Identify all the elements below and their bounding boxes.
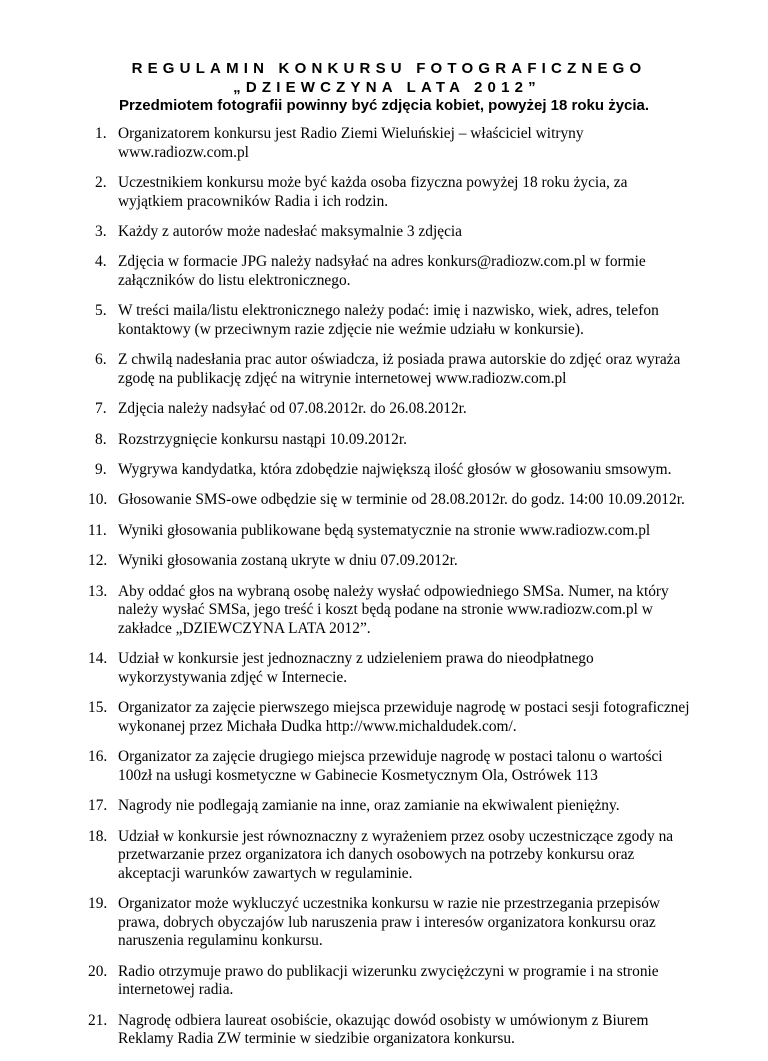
rule-text-line: Nagrody nie podlegają zamianie na inne, oraz zamianie na ekwiwalent pieniężny.	[118, 797, 620, 815]
rule-text-line: Każdy z autorów może nadesłać maksymalnie 3 zdjęcia	[118, 222, 463, 240]
rule-text-line: 100zł na usługi kosmetyczne w Gabinecie Kosmetycznym Ola, Ostrówek 113	[118, 766, 598, 784]
rule-text-line: Udział w konkursie jest równoznaczny z wyrażeniem przez osoby uczestniczące zgody na	[118, 827, 674, 845]
rule-item	[0, 1012, 768, 1049]
rule-item	[0, 828, 768, 884]
rule-text	[118, 522, 728, 541]
rule-item	[0, 583, 768, 639]
rule-text-line: Radio otrzymuje prawo do publikacji wizerunku zwyciężczyni w programie i na stronie	[118, 962, 659, 980]
page-title: REGULAMIN KONKURSU FOTOGRAFICZNEGO	[131, 60, 647, 77]
rule-text-line: W treści maila/listu elektronicznego należy podać: imię i nazwisko, wiek, adres, telefon	[118, 302, 659, 320]
rule-text-line: Organizatorem konkursu jest Radio Ziemi Wieluńskiej – właściciel witryny	[118, 125, 584, 142]
rule-text	[118, 828, 728, 884]
rule-text	[118, 748, 728, 785]
rule-item	[0, 491, 768, 510]
rule-text-line: Organizator za zajęcie drugiego miejsca przewiduje nagrodę w postaci talonu o wartości	[118, 748, 663, 766]
rule-text-line: Zdjęcia w formacie JPG należy nadsyłać na adres konkurs@radiozw.com.pl w formie	[118, 253, 646, 271]
rule-number: 1.	[95, 125, 107, 142]
rule-text	[118, 351, 728, 388]
rule-text-line: wykonanej przez Michała Dudka http://www.michaldudek.com/.	[118, 717, 517, 735]
rule-text-line: internetowej radia.	[118, 981, 234, 999]
rule-text-line: należy wysłać SMSa, jego treść i koszt będą podane na stronie www.radiozw.com.pl w	[118, 601, 653, 619]
rule-item	[0, 174, 768, 211]
rule-item	[0, 650, 768, 687]
rule-number: 18.	[88, 827, 108, 845]
contest-name: „DZIEWCZYNA LATA 2012”	[233, 79, 541, 96]
page-subtitle: Przedmiotem fotografii powinny być zdjęcia kobiet, powyżej 18 roku życia.	[118, 97, 650, 114]
rule-number: 15.	[88, 699, 108, 717]
rule-text-line: wykorzystywania zdjęć w Internecie.	[118, 668, 348, 686]
rule-text-line: Udział w konkursie jest jednoznaczny z udzieleniem prawa do nieodpłatnego	[118, 650, 594, 668]
rule-number: 12.	[88, 552, 108, 570]
rule-text	[118, 302, 728, 339]
rule-item	[0, 125, 768, 162]
rule-item	[0, 223, 768, 242]
rule-item	[0, 302, 768, 339]
rule-number: 9.	[95, 461, 107, 479]
rule-text	[118, 431, 728, 450]
rule-text	[118, 650, 728, 687]
rule-text-line: Reklamy Radia ZW terminie w siedzibie organizatora konkursu.	[118, 1030, 515, 1048]
rule-text	[118, 253, 728, 290]
rule-text	[118, 125, 728, 162]
rule-number: 11.	[88, 521, 107, 539]
rule-text	[118, 400, 728, 419]
rule-text-line: Wyniki głosowania zostaną ukryte w dniu 07.09.2012r.	[118, 552, 458, 570]
rule-item	[0, 351, 768, 388]
rule-text-line: Zdjęcia należy nadsyłać od 07.08.2012r. do 26.08.2012r.	[118, 400, 467, 418]
rule-item	[0, 699, 768, 736]
rule-text-line: akceptacji warunków zawartych w regulaminie.	[118, 864, 413, 882]
rule-text-line: prawa, dobrych obyczajów lub naruszenia praw i interesów organizatora konkursu oraz	[118, 913, 656, 931]
rule-item	[0, 797, 768, 816]
rule-text-line: wyjątkiem pracowników Radia i ich rodzin.	[118, 192, 389, 210]
rule-text	[118, 583, 728, 639]
rule-number: 5.	[95, 302, 107, 320]
rule-text	[118, 174, 728, 211]
rule-text	[118, 1012, 728, 1049]
rule-number: 19.	[88, 895, 108, 913]
rule-text	[118, 223, 728, 242]
rule-text-line: przetwarzanie przez organizatora ich danych osobowych na potrzeby konkursu oraz	[118, 846, 635, 864]
rule-number: 21.	[88, 1011, 108, 1029]
rule-text-line: Głosowanie SMS-owe odbędzie się w terminie od 28.08.2012r. do godz. 14:00 10.09.2012r.	[118, 491, 685, 509]
rule-item	[0, 748, 768, 785]
rule-text-line: Nagrodę odbiera laureat osobiście, okazując dowód osobisty w umówionym z Biurem	[118, 1011, 649, 1029]
rule-number: 3.	[95, 222, 107, 240]
rule-text-line: Wyniki głosowania publikowane będą systematycznie na stronie www.radiozw.com.pl	[118, 521, 651, 539]
rule-text-line: www.radiozw.com.pl	[118, 143, 249, 161]
rule-text	[118, 895, 728, 951]
rule-text-line: Aby oddać głos na wybraną osobę należy wysłać odpowiedniego SMSa. Numer, na który	[118, 582, 669, 600]
rule-item	[0, 431, 768, 450]
rule-text	[118, 461, 728, 480]
rule-text-line: Z chwilą nadesłania prac autor oświadcza, iż posiada prawa autorskie do zdjęć oraz wyraża	[118, 351, 681, 369]
rule-text-line: naruszenia regulaminu konkursu.	[118, 932, 323, 950]
rule-text-line: Rozstrzygnięcie konkursu nastąpi 10.09.2012r.	[118, 430, 407, 448]
rule-text	[118, 491, 728, 510]
rule-item	[0, 522, 768, 541]
rule-text-line: kontaktowy (w przeciwnym razie zdjęcie nie weźmie udziału w konkursie).	[118, 320, 584, 338]
rule-number: 2.	[95, 173, 107, 191]
rule-text-line: Organizator może wykluczyć uczestnika konkursu w razie nie przestrzegania przepisów	[118, 895, 661, 913]
rule-number: 10.	[88, 491, 108, 509]
rule-text-line: załączników do listu elektronicznego.	[118, 271, 351, 289]
rule-text-line: zakładce „DZIEWCZYNA LATA 2012”.	[118, 619, 371, 637]
rule-number: 4.	[95, 253, 107, 271]
rule-text	[118, 699, 728, 736]
rule-text-line: Organizator za zajęcie pierwszego miejsca przewiduje nagrodę w postaci sesji fotograficznej	[118, 699, 690, 717]
rule-text	[118, 552, 728, 571]
rule-number: 17.	[88, 797, 108, 815]
rule-item	[0, 461, 768, 480]
rule-number: 13.	[88, 582, 108, 600]
rule-text	[118, 963, 728, 1000]
rules-list	[0, 125, 768, 1061]
rule-text-line: Wygrywa kandydatka, która zdobędzie największą ilość głosów w głosowaniu smsowym.	[118, 461, 672, 479]
rule-item	[0, 895, 768, 951]
rule-text-line: zgodę na publikację zdjęć na witrynie internetowej www.radiozw.com.pl	[118, 369, 567, 387]
rule-item	[0, 552, 768, 571]
rule-item	[0, 963, 768, 1000]
rule-number: 8.	[95, 430, 107, 448]
rule-text-line: Uczestnikiem konkursu może być każda osoba fizyczna powyżej 18 roku życia, za	[118, 173, 628, 191]
rule-number: 6.	[95, 351, 107, 369]
rule-number: 20.	[88, 962, 108, 980]
rule-number: 7.	[95, 400, 107, 418]
rule-item	[0, 400, 768, 419]
rule-text	[118, 797, 728, 816]
rule-number: 16.	[88, 748, 108, 766]
rule-item	[0, 253, 768, 290]
rule-number: 14.	[88, 650, 108, 668]
